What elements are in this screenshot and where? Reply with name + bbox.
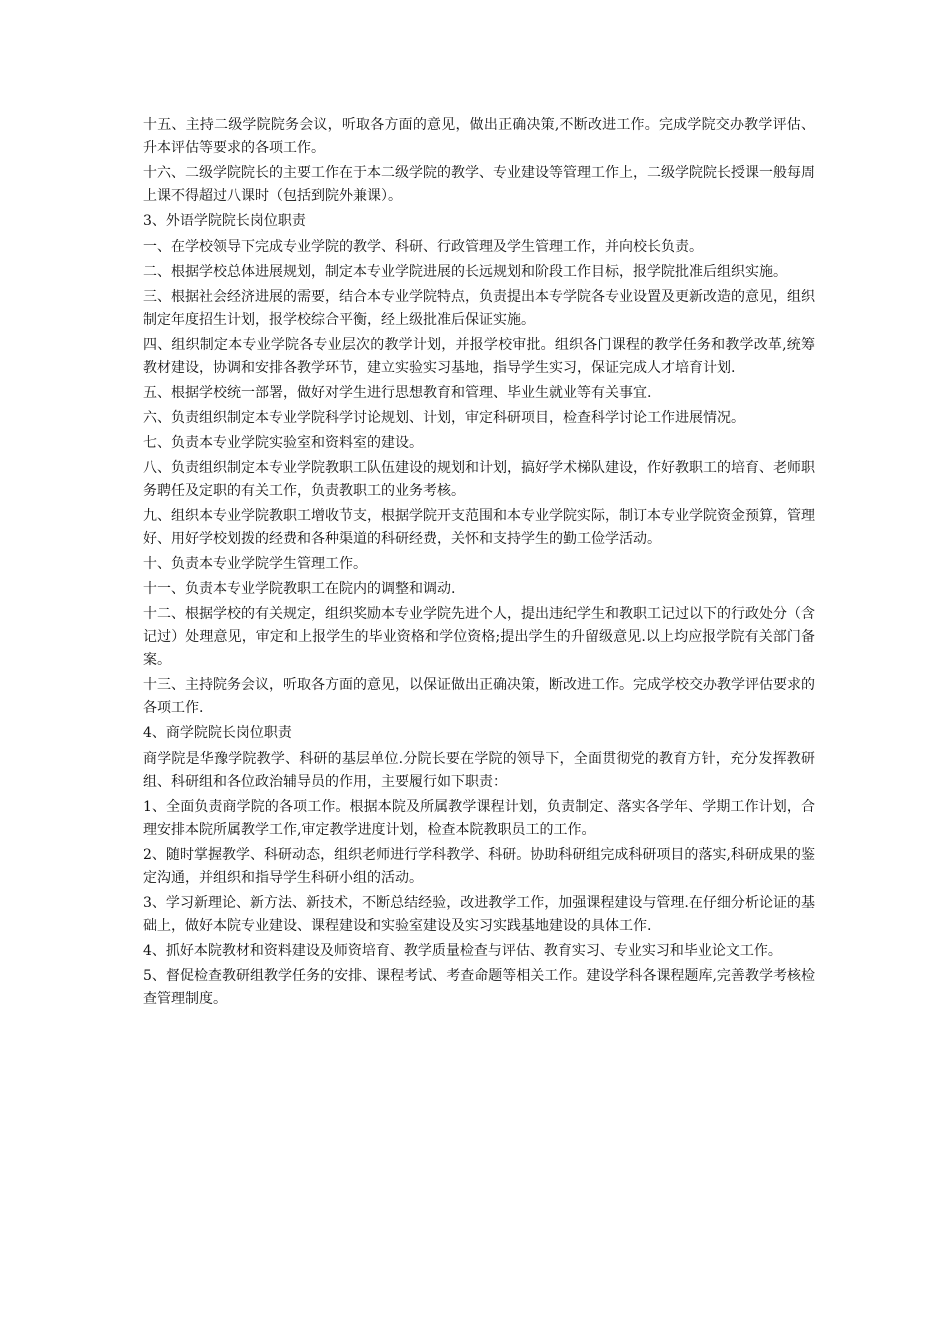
paragraph-duty-4: 4、抓好本院教材和资料建设及师资培育、教学质量检查与评估、教育实习、专业实习和毕业论文工作。 bbox=[143, 943, 782, 959]
paragraph-duty-1: 1、全面负责商学院的各项工作。根据本院及所属教学课程计划，负责制定、落实各学年、学期工作计划，合理安排本院所属教学工作,审定教学进度计划，检查本院教职员工的工作。 bbox=[143, 799, 815, 838]
paragraph-intro: 商学院是华豫学院教学、科研的基层单位.分院长要在学院的领导下，全面贯彻党的教育方针，充分发挥教研组、科研组和各位政治辅导员的作用，主要履行如下职责： bbox=[143, 751, 815, 790]
paragraph-duty-2: 2、随时掌握教学、科研动态，组织老师进行学科教学、科研。协助科研组完成科研项目的落实,科研成果的鉴定沟通，并组织和指导学生科研小组的活动。 bbox=[143, 847, 815, 886]
paragraph-16: 十六、二级学院院长的主要工作在于本二级学院的教学、专业建设等管理工作上，二级学院院长授课一般每周上课不得超过八课时（包括到院外兼课）。 bbox=[143, 165, 815, 204]
paragraph-item-6: 六、负责组织制定本专业学院科学讨论规划、计划，审定科研项目，检查科学讨论工作进展情况。 bbox=[143, 410, 745, 426]
section-heading-3: 3、外语学院院长岗位职责 bbox=[143, 213, 306, 229]
paragraph-item-7: 七、负责本专业学院实验室和资料室的建设。 bbox=[143, 435, 423, 451]
paragraph-item-3: 三、根据社会经济进展的需要，结合本专业学院特点，负责提出本专学院各专业设置及更新改造的意见，组织制定年度招生计划，报学校综合平衡，经上级批准后保证实施。 bbox=[143, 289, 815, 328]
paragraph-item-10: 十、负责本专业学院学生管理工作。 bbox=[143, 556, 367, 572]
paragraph-15: 十五、主持二级学院院务会议，听取各方面的意见，做出正确决策,不断改进工作。完成学院交办教学评估、升本评估等要求的各项工作。 bbox=[143, 117, 815, 156]
paragraph-item-8: 八、负责组织制定本专业学院教职工队伍建设的规划和计划，搞好学术梯队建设，作好教职工的培育、老师职务聘任及定职的有关工作，负责教职工的业务考核。 bbox=[143, 460, 815, 499]
paragraph-duty-5: 5、督促检查教研组教学任务的安排、课程考试、考查命题等相关工作。建设学科各课程题库,完善教学考核检查管理制度。 bbox=[143, 968, 815, 1007]
paragraph-item-12: 十二、根据学校的有关规定，组织奖励本专业学院先进个人，提出违纪学生和教职工记过以下的行政处分（含记过）处理意见，审定和上报学生的毕业资格和学位资格;提出学生的升留级意见.以上均应报学院有关部门备案。 bbox=[143, 606, 815, 668]
paragraph-duty-3: 3、学习新理论、新方法、新技术，不断总结经验，改进教学工作，加强课程建设与管理.在仔细分析论证的基础上，做好本院专业建设、课程建设和实验室建设及实习实践基地建设的具体工作. bbox=[143, 895, 815, 934]
section-heading-4: 4、商学院院长岗位职责 bbox=[143, 725, 292, 741]
paragraph-item-9: 九、组织本专业学院教职工增收节支，根据学院开支范围和本专业学院实际，制订本专业学院资金预算，管理好、用好学校划拨的经费和各种渠道的科研经费，关怀和支持学生的勤工俭学活动。 bbox=[143, 508, 815, 547]
paragraph-item-11: 十一、负责本专业学院教职工在院内的调整和调动. bbox=[143, 581, 456, 597]
paragraph-item-2: 二、根据学校总体进展规划，制定本专业学院进展的长远规划和阶段工作目标，报学院批准后组织实施。 bbox=[143, 264, 787, 280]
paragraph-item-13: 十三、主持院务会议，听取各方面的意见，以保证做出正确决策，断改进工作。完成学校交办教学评估要求的各项工作. bbox=[143, 677, 815, 716]
paragraph-item-4: 四、组织制定本专业学院各专业层次的教学计划，并报学校审批。组织各门课程的教学任务和教学改革,统筹教材建设，协调和安排各教学环节，建立实验实习基地，指导学生实习，保证完成人才培育计划. bbox=[143, 337, 815, 376]
paragraph-item-1: 一、在学校领导下完成专业学院的教学、科研、行政管理及学生管理工作，并向校长负责。 bbox=[143, 239, 703, 255]
paragraph-item-5: 五、根据学校统一部署，做好对学生进行思想教育和管理、毕业生就业等有关事宜. bbox=[143, 385, 652, 401]
document-page bbox=[143, 114, 815, 1013]
